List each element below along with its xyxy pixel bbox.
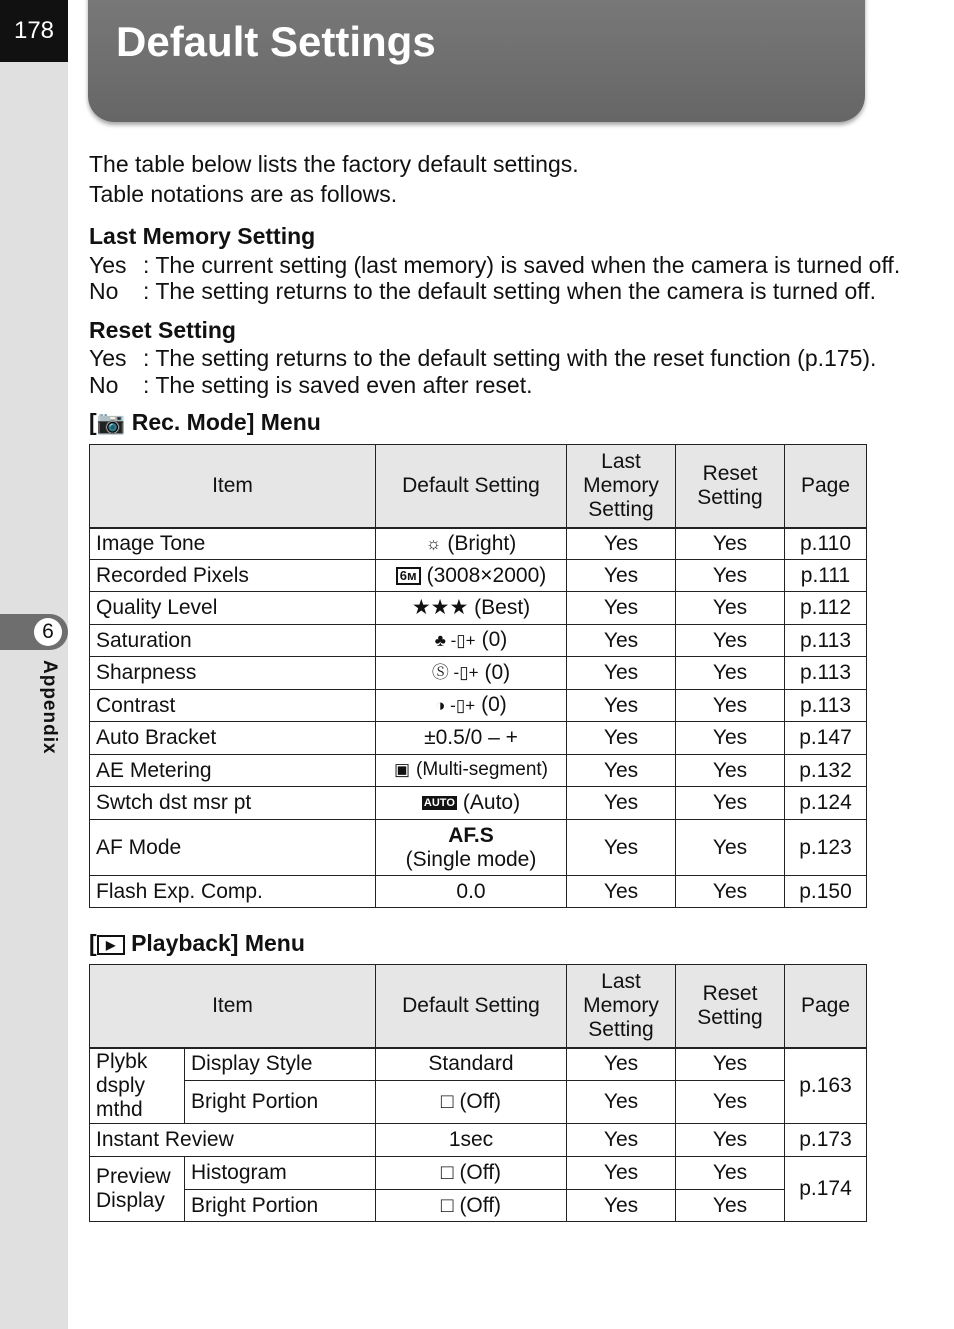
- table-row: [90, 820, 867, 876]
- row-default: 1sec: [376, 1124, 567, 1157]
- row-reset: Yes: [676, 592, 785, 625]
- table-row: [90, 1081, 867, 1124]
- header-default: Default Setting: [376, 445, 567, 528]
- chapter-label: Appendix: [39, 660, 60, 755]
- header-default: Default Setting: [376, 965, 567, 1048]
- row-page: p.113: [785, 625, 867, 657]
- last-memory-yes: [89, 251, 900, 279]
- table-row: [90, 876, 867, 908]
- row-reset: Yes: [676, 1124, 785, 1157]
- row-reset: Yes: [676, 1190, 785, 1222]
- table-row: [90, 657, 867, 690]
- table-row: [90, 787, 867, 820]
- row-default: [376, 528, 567, 560]
- row-default-text: (0): [481, 628, 508, 652]
- row-item: Bright Portion: [185, 1190, 376, 1222]
- row-default: [376, 625, 567, 657]
- table-row: [90, 1124, 867, 1157]
- row-reset: Yes: [676, 560, 785, 592]
- header-last-memory: Last Memory Setting: [567, 445, 676, 528]
- row-default-text: (0): [484, 660, 511, 684]
- row-default: [376, 787, 567, 820]
- row-last: Yes: [567, 657, 676, 690]
- row-default: 0.0: [376, 876, 567, 908]
- table-row: [90, 528, 867, 560]
- row-last: Yes: [567, 1081, 676, 1124]
- row-item: AF Mode: [90, 820, 376, 876]
- header-last-memory: Last Memory Setting: [567, 965, 676, 1048]
- reset-heading: Reset Setting: [89, 317, 236, 343]
- row-page: p.163: [785, 1048, 867, 1124]
- saturation-scale-icon: ♣ -▯+: [434, 630, 476, 650]
- row-default-text: (Auto): [462, 791, 521, 814]
- playback-menu-label: Playback] Menu: [131, 930, 305, 956]
- table-row: [90, 755, 867, 787]
- playback-table: [89, 964, 867, 1222]
- reset-yes-text: : The setting returns to the default setting with the reset function (p.175).: [143, 345, 877, 371]
- camera-icon: 📷: [96, 409, 126, 435]
- auto-icon: AUTO: [423, 797, 455, 810]
- row-reset: Yes: [676, 820, 785, 876]
- 6m-pixels-icon: 6ᴍ: [396, 567, 421, 585]
- row-page: p.147: [785, 722, 867, 755]
- rec-menu-heading: [89, 408, 321, 436]
- row-item: Auto Bracket: [90, 722, 376, 755]
- last-memory-yes-text: : The current setting (last memory) is saved when the camera is turned off.: [143, 252, 901, 278]
- row-page: p.111: [785, 560, 867, 592]
- row-item: Quality Level: [90, 592, 376, 625]
- row-reset: Yes: [676, 528, 785, 560]
- row-item: AE Metering: [90, 755, 376, 787]
- row-default-text: (0): [481, 693, 507, 717]
- header-page: Page: [785, 445, 867, 528]
- table-row: [90, 1157, 867, 1190]
- row-default: ★★★ (Best): [376, 592, 567, 625]
- reset-yes-key: Yes: [89, 345, 127, 371]
- row-default-text: (Bright): [447, 531, 517, 555]
- row-default: [376, 690, 567, 722]
- row-default: Standard: [376, 1048, 567, 1081]
- row-default: [376, 755, 567, 787]
- row-last: Yes: [567, 592, 676, 625]
- last-memory-heading: Last Memory Setting: [89, 223, 316, 249]
- page-number: 178: [0, 0, 68, 62]
- row-default: ±0.5/0 – +: [376, 722, 567, 755]
- rec-menu-bracket: [: [89, 409, 97, 435]
- row-page: p.113: [785, 657, 867, 690]
- sharpness-scale-icon: Ⓢ -▯+: [431, 663, 479, 683]
- multi-segment-metering-icon: ▣: [393, 760, 411, 780]
- row-last: Yes: [567, 528, 676, 560]
- row-page: p.113: [785, 690, 867, 722]
- row-page: p.132: [785, 755, 867, 787]
- table-row: [90, 592, 867, 625]
- row-last: Yes: [567, 787, 676, 820]
- row-reset: Yes: [676, 876, 785, 908]
- header-reset: Reset Setting: [676, 965, 785, 1048]
- row-last: Yes: [567, 722, 676, 755]
- row-last: Yes: [567, 690, 676, 722]
- playback-menu-bracket: [: [89, 930, 97, 956]
- page-title: Default Settings: [116, 18, 436, 65]
- row-default: □ (Off): [376, 1190, 567, 1222]
- row-default: [376, 820, 567, 876]
- row-page: p.110: [785, 528, 867, 560]
- row-item: Sharpness: [90, 657, 376, 690]
- header-reset: Reset Setting: [676, 445, 785, 528]
- row-default-text: (3008×2000): [426, 563, 547, 587]
- row-last: Yes: [567, 820, 676, 876]
- header-page: Page: [785, 965, 867, 1048]
- group-plybk-dsply-mthd: Plybk dsply mthd: [90, 1048, 185, 1124]
- intro-line-2: Table notations are as follows.: [89, 181, 398, 207]
- row-default: □ (Off): [376, 1081, 567, 1124]
- last-memory-no: [89, 277, 876, 305]
- row-item: Recorded Pixels: [90, 560, 376, 592]
- row-item: Contrast: [90, 690, 376, 722]
- contrast-scale-icon: ◑ -▯+: [435, 695, 476, 715]
- row-page: p.173: [785, 1124, 867, 1157]
- row-last: Yes: [567, 625, 676, 657]
- row-page: p.174: [785, 1157, 867, 1222]
- row-reset: Yes: [676, 722, 785, 755]
- row-item: Flash Exp. Comp.: [90, 876, 376, 908]
- row-page: p.124: [785, 787, 867, 820]
- intro-line-1: The table below lists the factory default settings.: [89, 151, 579, 177]
- row-item: Image Tone: [90, 528, 376, 560]
- last-memory-yes-key: Yes: [89, 252, 127, 278]
- rec-mode-table: [89, 444, 867, 908]
- rec-menu-label: Rec. Mode] Menu: [131, 409, 321, 435]
- group-preview-display: Preview Display: [90, 1157, 185, 1222]
- row-reset: Yes: [676, 1157, 785, 1190]
- last-memory-no-text: : The setting returns to the default setting when the camera is turned off.: [143, 278, 877, 304]
- row-item: Instant Review: [90, 1124, 376, 1157]
- row-reset: Yes: [676, 1048, 785, 1081]
- row-reset: Yes: [676, 657, 785, 690]
- table-row: [90, 560, 867, 592]
- reset-no: [89, 371, 533, 399]
- row-last: Yes: [567, 1157, 676, 1190]
- row-default-text: (Single mode): [405, 847, 537, 871]
- af-s-icon: AF.S: [448, 823, 494, 847]
- header-item: Item: [90, 445, 376, 528]
- reset-no-key: No: [89, 372, 119, 398]
- table-row: [90, 1190, 867, 1222]
- chapter-number: 6: [34, 618, 62, 646]
- row-last: Yes: [567, 755, 676, 787]
- row-default: □ (Off): [376, 1157, 567, 1190]
- row-reset: Yes: [676, 787, 785, 820]
- row-default: [376, 657, 567, 690]
- row-reset: Yes: [676, 625, 785, 657]
- row-reset: Yes: [676, 755, 785, 787]
- image-tone-bright-icon: ☼: [425, 533, 442, 553]
- reset-no-text: : The setting is saved even after reset.: [143, 372, 533, 398]
- row-page: p.150: [785, 876, 867, 908]
- row-item: Swtch dst msr pt: [90, 787, 376, 820]
- header-item: Item: [90, 965, 376, 1048]
- row-last: Yes: [567, 560, 676, 592]
- row-last: Yes: [567, 1190, 676, 1222]
- row-last: Yes: [567, 1048, 676, 1081]
- row-default-text: (Multi-segment): [416, 759, 549, 781]
- table-row: [90, 1048, 867, 1081]
- playback-menu-heading: [89, 929, 305, 957]
- last-memory-no-key: No: [89, 278, 119, 304]
- row-item: Display Style: [185, 1048, 376, 1081]
- row-reset: Yes: [676, 690, 785, 722]
- row-item: Saturation: [90, 625, 376, 657]
- table-row: [90, 722, 867, 755]
- row-item: Histogram: [185, 1157, 376, 1190]
- row-reset: Yes: [676, 1081, 785, 1124]
- row-default: [376, 560, 567, 592]
- row-last: Yes: [567, 876, 676, 908]
- row-item: Bright Portion: [185, 1081, 376, 1124]
- playback-icon: ▶: [97, 935, 125, 955]
- row-page: p.123: [785, 820, 867, 876]
- table-row: [90, 690, 867, 722]
- table-row: [90, 625, 867, 657]
- row-page: p.112: [785, 592, 867, 625]
- reset-yes: [89, 344, 876, 372]
- row-last: Yes: [567, 1124, 676, 1157]
